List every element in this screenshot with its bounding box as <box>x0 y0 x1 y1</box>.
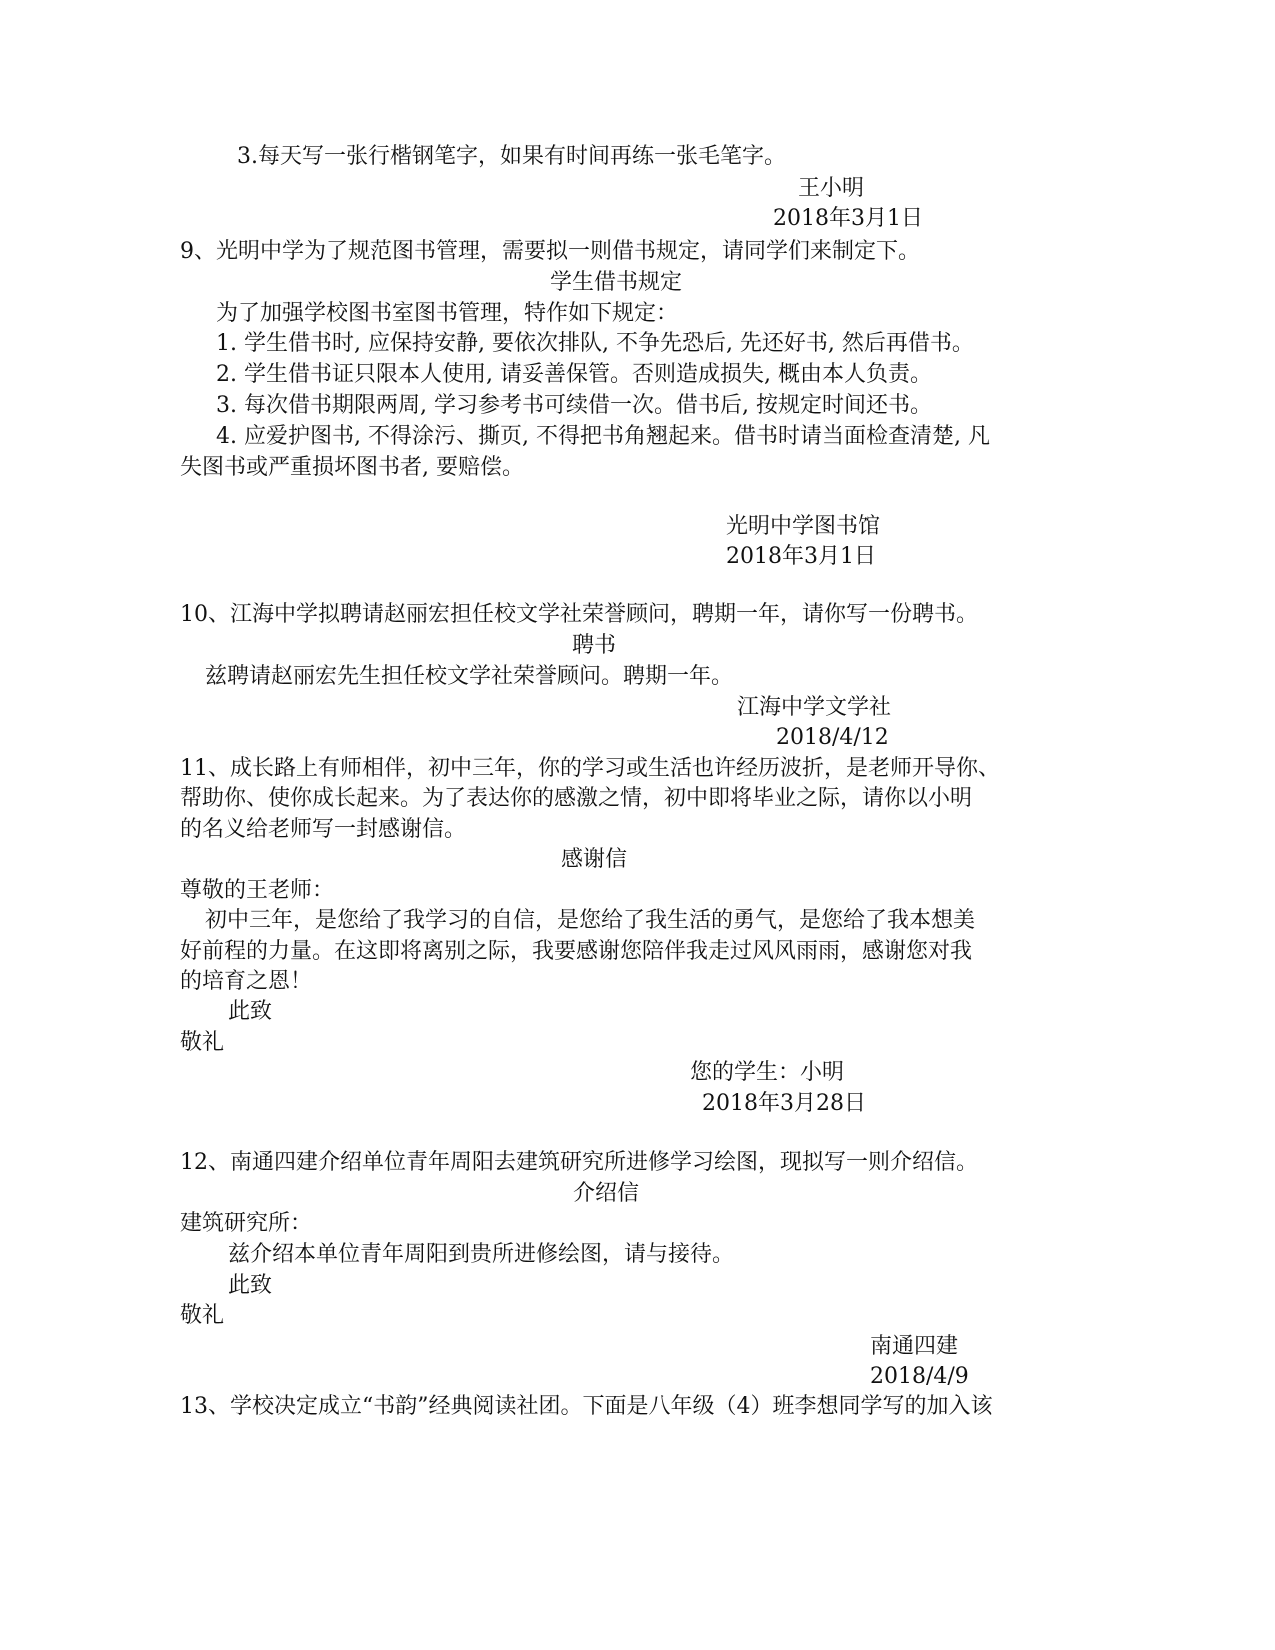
q11-question-line-3: 的名义给老师写一封感谢信。 <box>180 817 467 842</box>
q10-signature-org: 江海中学文学社 <box>737 695 892 720</box>
q11-title: 感谢信 <box>560 847 628 872</box>
q9-intro: 为了加强学校图书室图书管理，特作如下规定： <box>216 301 679 326</box>
q9-rule-4-cont: 失图书或严重损坏图书者, 要赔偿。 <box>180 455 524 480</box>
q10-signature-date: 2018/4/12 <box>776 725 889 750</box>
prev-signature-name: 王小明 <box>798 176 865 201</box>
q10-question: 10、江海中学拟聘请赵丽宏担任校文学社荣誉顾问，聘期一年，请你写一份聘书。 <box>180 602 978 627</box>
q9-title: 学生借书规定 <box>549 270 683 295</box>
q12-body: 兹介绍本单位青年周阳到贵所进修绘图，请与接待。 <box>228 1242 735 1267</box>
q11-salutation: 尊敬的王老师： <box>180 878 335 903</box>
q12-signature-date: 2018/4/9 <box>870 1364 969 1389</box>
q12-salutation: 建筑研究所： <box>180 1211 313 1236</box>
q11-body-line-3: 的培育之恩！ <box>180 969 313 994</box>
q12-closing-2: 敬礼 <box>180 1303 225 1328</box>
q11-closing-2: 敬礼 <box>180 1030 225 1055</box>
q9-question: 9、光明中学为了规范图书管理，需要拟一则借书规定，请同学们来制定下。 <box>180 239 920 264</box>
prev-list-item-3: 3.每天写一张行楷钢笔字，如果有时间再练一张毛笔字。 <box>237 144 786 169</box>
prev-signature-date: 2018年3月1日 <box>773 206 923 231</box>
q11-signature-name: 您的学生：小明 <box>690 1060 845 1085</box>
q10-body: 兹聘请赵丽宏先生担任校文学社荣誉顾问。聘期一年。 <box>205 664 734 689</box>
q12-title: 介绍信 <box>572 1181 640 1206</box>
q11-body-line-1: 初中三年，是您给了我学习的自信，是您给了我生活的勇气，是您给了我本想美 <box>205 908 976 933</box>
q11-signature-date: 2018年3月28日 <box>702 1091 866 1116</box>
q11-question-line-2: 帮助你、使你成长起来。为了表达你的感激之情，初中即将毕业之际，请你以小明 <box>180 786 973 811</box>
q9-signature-date: 2018年3月1日 <box>726 544 876 569</box>
q12-question: 12、南通四建介绍单位青年周阳去建筑研究所进修学习绘图，现拟写一则介绍信。 <box>180 1150 978 1175</box>
q9-rule-2: 2. 学生借书证只限本人使用, 请妥善保管。否则造成损失, 概由本人负责。 <box>216 362 932 387</box>
q11-question-line-1: 11、成长路上有师相伴，初中三年，你的学习或生活也许经历波折，是老师开导你、 <box>180 756 1000 781</box>
q11-closing-1: 此致 <box>228 999 273 1024</box>
q11-body-line-2: 好前程的力量。在这即将离别之际，我要感谢您陪伴我走过风风雨雨，感谢您对我 <box>180 939 973 964</box>
q12-signature-org: 南通四建 <box>870 1334 959 1359</box>
q12-closing-1: 此致 <box>228 1273 273 1298</box>
q9-signature-org: 光明中学图书馆 <box>726 514 881 539</box>
q9-rule-4: 4. 应爱护图书, 不得涂污、撕页, 不得把书角翘起来。借书时请当面检查清楚, 凡 <box>216 424 990 449</box>
q10-title: 聘书 <box>571 633 617 658</box>
q13-question: 13、学校决定成立“书韵”经典阅读社团。下面是八年级（4）班李想同学写的加入该 <box>180 1394 993 1419</box>
q9-rule-3: 3. 每次借书期限两周, 学习参考书可续借一次。借书后, 按规定时间还书。 <box>216 393 932 418</box>
q9-rule-1: 1. 学生借书时, 应保持安静, 要依次排队, 不争先恐后, 先还好书, 然后再借书。 <box>216 331 974 356</box>
